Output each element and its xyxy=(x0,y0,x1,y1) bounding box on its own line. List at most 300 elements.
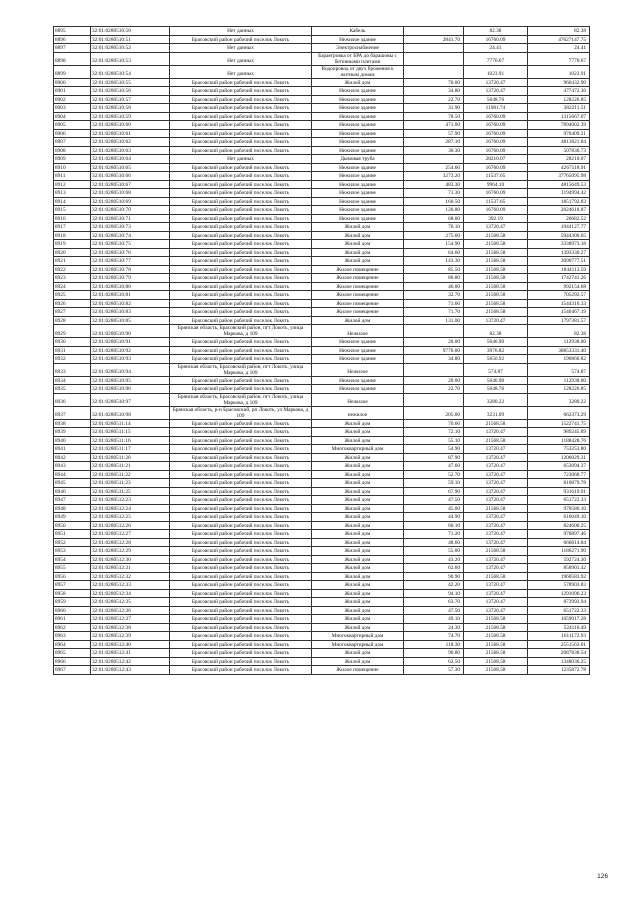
area-cell: 60.10 xyxy=(404,521,464,530)
cadastral-number-cell: 32:01:0280510:92 xyxy=(91,346,170,355)
cadastral-number-cell: 32:01:0280512:38 xyxy=(91,623,170,632)
object-type-cell: Жилой дом xyxy=(312,436,404,445)
area-cell xyxy=(404,27,464,36)
area-cell: 22.70 xyxy=(404,385,464,394)
object-type-cell: Нежилое здание xyxy=(312,163,404,172)
area-cell: 54.90 xyxy=(404,445,464,454)
row-number-cell: 8908 xyxy=(54,146,91,155)
table-row xyxy=(54,95,590,104)
cadastral-value-cell: 26682.52 xyxy=(528,214,590,223)
row-number-cell: 8942 xyxy=(54,453,91,462)
specific-value-cell: 13720.47 xyxy=(464,538,528,547)
cadastral-number-cell: 32:01:0280510:55 xyxy=(91,78,170,87)
area-cell: 55.00 xyxy=(404,547,464,556)
address-cell: Брасовский район рабочий поселок Локоть xyxy=(170,138,312,147)
cadastral-number-cell: 32:01:0280512:43 xyxy=(91,666,170,675)
row-number-cell: 8946 xyxy=(54,487,91,496)
specific-value-cell: 5646.90 xyxy=(464,338,528,347)
row-number-cell: 8927 xyxy=(54,308,91,317)
table-row xyxy=(54,121,590,130)
row-number-cell: 8948 xyxy=(54,504,91,513)
address-cell: Брасовский район рабочий поселок Локоть xyxy=(170,419,312,428)
area-cell: 94.10 xyxy=(404,589,464,598)
cadastral-value-cell: 38853331.40 xyxy=(528,346,590,355)
cadastral-value-cell: 960432.90 xyxy=(528,78,590,87)
table-row xyxy=(54,248,590,257)
row-number-cell: 8926 xyxy=(54,299,91,308)
address-cell: Брасовский район рабочий поселок Локоть xyxy=(170,564,312,573)
cadastral-number-cell: 32:01:0280512:37 xyxy=(91,615,170,624)
cadastral-number-cell: 32:01:0280510:67 xyxy=(91,180,170,189)
row-number-cell: 8923 xyxy=(54,274,91,283)
specific-value-cell: 21568.58 xyxy=(464,308,528,317)
address-cell: Брасовский район рабочий поселок Локоть xyxy=(170,257,312,266)
area-cell: 20.00 xyxy=(404,338,464,347)
object-type-cell: Жилой дом xyxy=(312,581,404,590)
row-number-cell: 8906 xyxy=(54,129,91,138)
object-type-cell: Нежилое здание xyxy=(312,95,404,104)
address-cell: Брасовский район рабочий поселок Локоть xyxy=(170,496,312,505)
specific-value-cell: 21568.58 xyxy=(464,615,528,624)
row-number-cell: 8914 xyxy=(54,197,91,206)
specific-value-cell: 24.41 xyxy=(464,44,528,53)
row-number-cell: 8898 xyxy=(54,52,91,65)
specific-value-cell: 13720.47 xyxy=(464,445,528,454)
specific-value-cell: 13720.47 xyxy=(464,428,528,437)
row-number-cell: 8897 xyxy=(54,44,91,53)
row-number-cell: 8940 xyxy=(54,436,91,445)
row-number-cell: 8947 xyxy=(54,496,91,505)
object-type-cell: Нежилое здание xyxy=(312,355,404,364)
specific-value-cell: 21568.58 xyxy=(464,240,528,249)
object-type-cell: Жилой дом xyxy=(312,547,404,556)
specific-value-cell: 21568.58 xyxy=(464,231,528,240)
cadastral-number-cell: 32:01:0280510:80 xyxy=(91,282,170,291)
cadastral-number-cell: 32:01:0280510:58 xyxy=(91,104,170,113)
table-row xyxy=(54,657,590,666)
specific-value-cell: 11537.65 xyxy=(464,197,528,206)
address-cell: Брасовский район рабочий поселок Локоть xyxy=(170,248,312,257)
cadastral-value-cell: 666814.84 xyxy=(528,538,590,547)
address-cell: Брасовский район рабочий поселок Локоть xyxy=(170,615,312,624)
cadastral-number-cell: 32:01:0280511:23 xyxy=(91,479,170,488)
specific-value-cell: 13720.47 xyxy=(464,87,528,96)
address-cell: Брасовский район рабочий поселок Локоть xyxy=(170,308,312,317)
cadastral-number-cell: 32:01:0280512:39 xyxy=(91,632,170,641)
table-row xyxy=(54,231,590,240)
cadastral-number-cell: 32:01:0280510:59 xyxy=(91,112,170,121)
object-type-cell: Жилой дом xyxy=(312,598,404,607)
specific-value-cell: 5648.76 xyxy=(464,95,528,104)
row-number-cell: 8954 xyxy=(54,555,91,564)
row-number-cell: 8939 xyxy=(54,428,91,437)
area-cell xyxy=(404,393,464,406)
row-number-cell: 8920 xyxy=(54,248,91,257)
row-number-cell: 8956 xyxy=(54,572,91,581)
cadastral-number-cell: 32:01:0280512:27 xyxy=(91,530,170,539)
table-row xyxy=(54,428,590,437)
specific-value-cell: 82.38 xyxy=(464,27,528,36)
object-type-cell: Жилое помещение xyxy=(312,291,404,300)
table-row xyxy=(54,180,590,189)
row-number-cell: 8915 xyxy=(54,206,91,215)
object-type-cell: Нежилое здание xyxy=(312,197,404,206)
cadastral-number-cell: 32:01:0280510:50 xyxy=(91,27,170,36)
table-row xyxy=(54,462,590,471)
table-row xyxy=(54,112,590,121)
area-cell: 47.50 xyxy=(404,606,464,615)
object-type-cell: Жилой дом xyxy=(312,504,404,513)
row-number-cell: 8901 xyxy=(54,87,91,96)
row-number-cell: 8945 xyxy=(54,479,91,488)
area-cell: 71.30 xyxy=(404,189,464,198)
cadastral-value-cell: 2551563.01 xyxy=(528,640,590,649)
address-cell: Брасовский район рабочий поселок Локоть xyxy=(170,606,312,615)
row-number-cell: 8964 xyxy=(54,640,91,649)
cadastral-number-cell: 32:01:0280512:32 xyxy=(91,572,170,581)
cadastral-number-cell: 32:01:0280510:65 xyxy=(91,163,170,172)
specific-value-cell: 16760.09 xyxy=(464,129,528,138)
area-cell: 87.90 xyxy=(404,453,464,462)
object-type-cell: Водопровод от двух брожения к житным домам xyxy=(312,65,404,78)
object-type-cell: Нежилое здание xyxy=(312,189,404,198)
table-body xyxy=(54,27,590,675)
area-cell: 42.20 xyxy=(404,581,464,590)
area-cell xyxy=(404,65,464,78)
address-cell: Брасовский район рабочий поселок Локоть xyxy=(170,462,312,471)
row-number-cell: 8912 xyxy=(54,180,91,189)
table-row xyxy=(54,65,590,78)
cadastral-value-cell: 82.38 xyxy=(528,325,590,338)
specific-value-cell: 13720.47 xyxy=(464,530,528,539)
specific-value-cell: 11537.65 xyxy=(464,172,528,181)
address-cell: Брасовский район рабочий поселок Локоть xyxy=(170,180,312,189)
table-row xyxy=(54,325,590,338)
address-cell: Брасовский район рабочий поселок Локоть xyxy=(170,581,312,590)
area-cell: 483.30 xyxy=(404,180,464,189)
cadastral-value-cell: 989245.89 xyxy=(528,428,590,437)
area-cell: 76.10 xyxy=(404,223,464,232)
cadastral-value-cell: 1206029.31 xyxy=(528,453,590,462)
cadastral-number-cell: 32:01:0280512:30 xyxy=(91,555,170,564)
object-type-cell: Жилой дом xyxy=(312,496,404,505)
specific-value-cell: 392.19 xyxy=(464,214,528,223)
cadastral-number-cell: 32:01:0280510:77 xyxy=(91,257,170,266)
address-cell: Брасовский район рабочий поселок Локоть xyxy=(170,598,312,607)
cadastral-value-cell: 4811821.84 xyxy=(528,138,590,147)
object-type-cell: Жилой дом xyxy=(312,564,404,573)
table-row xyxy=(54,598,590,607)
row-number-cell: 8907 xyxy=(54,138,91,147)
area-cell: 9770.00 xyxy=(404,346,464,355)
cadastral-value-cell: 992154.68 xyxy=(528,282,590,291)
area-cell: 74.70 xyxy=(404,632,464,641)
cadastral-value-cell: 1059017.28 xyxy=(528,615,590,624)
cadastral-value-cell: 931619.91 xyxy=(528,487,590,496)
cadastral-number-cell: 32:01:0280512:35 xyxy=(91,598,170,607)
address-cell: Брасовский район рабочий поселок Локоть xyxy=(170,112,312,121)
specific-value-cell: 21568.58 xyxy=(464,274,528,283)
object-type-cell: Нежилое здание xyxy=(312,206,404,215)
specific-value-cell: 21568.58 xyxy=(464,265,528,274)
cadastral-value-cell: 592724.30 xyxy=(528,555,590,564)
address-cell: Брасовский район рабочий поселок Локоть xyxy=(170,428,312,437)
specific-value-cell: 21568.58 xyxy=(464,572,528,581)
specific-value-cell: 13720.47 xyxy=(464,470,528,479)
document-page xyxy=(53,26,589,675)
cadastral-number-cell: 32:01:0280512:36 xyxy=(91,606,170,615)
table-row xyxy=(54,240,590,249)
area-cell: 22.70 xyxy=(404,95,464,104)
cadastral-value-cell: 477472.36 xyxy=(528,87,590,96)
object-type-cell: Нежилое здание xyxy=(312,172,404,181)
address-cell: Брасовский район рабочий поселок Локоть xyxy=(170,453,312,462)
cadastral-number-cell: 32:01:0280512:42 xyxy=(91,657,170,666)
table-row xyxy=(54,453,590,462)
row-number-cell: 8902 xyxy=(54,95,91,104)
table-row xyxy=(54,189,590,198)
cadastral-number-cell: 32:01:0280512:28 xyxy=(91,538,170,547)
cadastral-value-cell: 112938.00 xyxy=(528,376,590,385)
row-number-cell: 8896 xyxy=(54,35,91,44)
object-type-cell: Нежилое здание xyxy=(312,338,404,347)
cadastral-number-cell: 32:01:0280511:25 xyxy=(91,487,170,496)
table-row xyxy=(54,572,590,581)
cadastral-value-cell: 1522741.75 xyxy=(528,419,590,428)
cadastral-value-cell: 976897.46 xyxy=(528,530,590,539)
table-row xyxy=(54,163,590,172)
area-cell: 47.50 xyxy=(404,496,464,505)
address-cell: Брянская область, Брасовский район, пгт Локоть, улица Маркова, д 109 xyxy=(170,363,312,376)
page-number: 126 xyxy=(597,873,608,880)
table-row xyxy=(54,538,590,547)
cadastral-number-cell: 32:01:0280510:96 xyxy=(91,385,170,394)
table-row xyxy=(54,291,590,300)
object-type-cell: Жилой дом xyxy=(312,257,404,266)
row-number-cell: 8905 xyxy=(54,121,91,130)
area-cell: 90.90 xyxy=(404,572,464,581)
cadastral-value-cell: 47627147.75 xyxy=(528,35,590,44)
address-cell: Брасовский район рабочий поселок Локоть xyxy=(170,521,312,530)
row-number-cell: 8910 xyxy=(54,163,91,172)
object-type-cell: Нежилое здание xyxy=(312,376,404,385)
object-type-cell: Нежилое xyxy=(312,325,404,338)
cadastral-value-cell: 873993.94 xyxy=(528,598,590,607)
object-type-cell: нежилое xyxy=(312,406,404,419)
address-cell: Брасовский район рабочий поселок Локоть xyxy=(170,265,312,274)
area-cell xyxy=(404,325,464,338)
area-cell xyxy=(404,52,464,65)
address-cell: Брянская область, Брасовский район, пгт Локоть, улица Маркова, д 109 xyxy=(170,325,312,338)
address-cell: Брасовский район рабочий поселок Локоть xyxy=(170,666,312,675)
area-cell: 30.30 xyxy=(404,146,464,155)
area-cell: 55.10 xyxy=(404,436,464,445)
table-row xyxy=(54,52,590,65)
area-cell: 3273.20 xyxy=(404,172,464,181)
area-cell: 78.50 xyxy=(404,112,464,121)
row-number-cell: 8924 xyxy=(54,282,91,291)
table-row xyxy=(54,257,590,266)
table-row xyxy=(54,487,590,496)
row-number-cell: 8937 xyxy=(54,406,91,419)
object-type-cell: Жилой дом xyxy=(312,615,404,624)
specific-value-cell: 21568.58 xyxy=(464,419,528,428)
cadastral-number-cell: 32:01:0280510:71 xyxy=(91,214,170,223)
cadastral-value-cell: 651722.33 xyxy=(528,496,590,505)
area-cell: 71.70 xyxy=(404,308,464,317)
row-number-cell: 8950 xyxy=(54,521,91,530)
row-number-cell: 8921 xyxy=(54,257,91,266)
area-cell: 154.90 xyxy=(404,240,464,249)
specific-value-cell: 16760.09 xyxy=(464,189,528,198)
cadastral-value-cell: 128226.85 xyxy=(528,385,590,394)
cadastral-number-cell: 32:01:0280510:83 xyxy=(91,308,170,317)
cadastral-number-cell: 32:01:0280510:70 xyxy=(91,206,170,215)
cadastral-value-cell: 2087838.54 xyxy=(528,649,590,658)
table-row xyxy=(54,479,590,488)
cadastral-value-cell: 1023.91 xyxy=(528,65,590,78)
table-row xyxy=(54,265,590,274)
cadastral-number-cell: 32:01:0280510:66 xyxy=(91,172,170,181)
table-row xyxy=(54,513,590,522)
object-type-cell: Нежилое здание xyxy=(312,35,404,44)
specific-value-cell: 13720.47 xyxy=(464,521,528,530)
area-cell: 64.60 xyxy=(404,248,464,257)
cadastral-value-cell: 653094.37 xyxy=(528,462,590,471)
object-type-cell: Жилой дом xyxy=(312,316,404,325)
address-cell: Брасовский район рабочий поселок Локоть xyxy=(170,479,312,488)
area-cell: 62.50 xyxy=(404,657,464,666)
row-number-cell: 8949 xyxy=(54,513,91,522)
cadastral-number-cell: 32:01:0280510:64 xyxy=(91,155,170,164)
address-cell: Брасовский район рабочий поселок Локоть xyxy=(170,376,312,385)
specific-value-cell: 13720.47 xyxy=(464,496,528,505)
specific-value-cell: 13720.47 xyxy=(464,589,528,598)
area-cell: 131.00 xyxy=(404,316,464,325)
object-type-cell: Жилое помещение xyxy=(312,299,404,308)
address-cell: Брасовский район рабочий поселок Локоть xyxy=(170,640,312,649)
table-row xyxy=(54,649,590,658)
cadastral-number-cell: 32:01:0280512:23 xyxy=(91,496,170,505)
object-type-cell: Жилой дом xyxy=(312,538,404,547)
object-type-cell: Жилой дом xyxy=(312,462,404,471)
row-number-cell: 8951 xyxy=(54,530,91,539)
table-row xyxy=(54,27,590,36)
object-type-cell: Многоквартирный дом xyxy=(312,640,404,649)
row-number-cell: 8955 xyxy=(54,564,91,573)
row-number-cell: 8932 xyxy=(54,355,91,364)
cadastral-value-cell: 1797381.57 xyxy=(528,316,590,325)
cadastral-number-cell: 32:01:0280510:85 xyxy=(91,316,170,325)
specific-value-cell: 21568.58 xyxy=(464,547,528,556)
row-number-cell: 8929 xyxy=(54,325,91,338)
table-row xyxy=(54,299,590,308)
row-number-cell: 8904 xyxy=(54,112,91,121)
cadastral-number-cell: 32:01:0280512:33 xyxy=(91,581,170,590)
table-row xyxy=(54,376,590,385)
object-type-cell: Жилой дом xyxy=(312,521,404,530)
object-type-cell: Жилой дом xyxy=(312,657,404,666)
address-cell: Брасовский район рабочий поселок Локоть xyxy=(170,436,312,445)
specific-value-cell: 13720.47 xyxy=(464,479,528,488)
table-row xyxy=(54,419,590,428)
cadastral-number-cell: 32:01:0280511:17 xyxy=(91,445,170,454)
cadastral-number-cell: 32:01:0280512:40 xyxy=(91,640,170,649)
address-cell: Брасовский район рабочий поселок Локоть xyxy=(170,214,312,223)
specific-value-cell: 13720.47 xyxy=(464,78,528,87)
table-row xyxy=(54,521,590,530)
area-cell: 275.60 xyxy=(404,231,464,240)
area-cell: 63.70 xyxy=(404,598,464,607)
row-number-cell: 8959 xyxy=(54,598,91,607)
cadastral-value-cell: 37765095.98 xyxy=(528,172,590,181)
specific-value-cell: 3976.82 xyxy=(464,346,528,355)
specific-value-cell: 21568.58 xyxy=(464,666,528,675)
address-cell: Брасовский район рабочий поселок Локоть xyxy=(170,189,312,198)
cadastral-number-cell: 32:01:0280510:62 xyxy=(91,138,170,147)
cadastral-number-cell: 32:01:0280512:26 xyxy=(91,521,170,530)
cadastral-number-cell: 32:01:0280510:63 xyxy=(91,146,170,155)
address-cell: Брасовский район рабочий поселок Локоть xyxy=(170,538,312,547)
table-row xyxy=(54,206,590,215)
area-cell: 471.00 xyxy=(404,121,464,130)
object-type-cell: Жилой дом xyxy=(312,453,404,462)
table-row xyxy=(54,385,590,394)
row-number-cell: 8895 xyxy=(54,27,91,36)
specific-value-cell: 16760.09 xyxy=(464,206,528,215)
area-cell: 57.30 xyxy=(404,666,464,675)
table-row xyxy=(54,581,590,590)
cadastral-value-cell: 723068.77 xyxy=(528,470,590,479)
address-cell: Брасовский район рабочий поселок Локоть xyxy=(170,555,312,564)
specific-value-cell: 13720.47 xyxy=(464,316,528,325)
specific-value-cell: 5648.76 xyxy=(464,385,528,394)
cadastral-number-cell: 32:01:0280510:90 xyxy=(91,325,170,338)
cadastral-number-cell: 32:01:0280510:57 xyxy=(91,95,170,104)
table-row xyxy=(54,589,590,598)
address-cell: Брасовский район рабочий поселок Локоть xyxy=(170,632,312,641)
specific-value-cell: 21568.58 xyxy=(464,504,528,513)
cadastral-number-cell: 32:01:0280512:29 xyxy=(91,547,170,556)
area-cell xyxy=(404,363,464,376)
object-type-cell: Жилой дом xyxy=(312,572,404,581)
table-row xyxy=(54,146,590,155)
row-number-cell: 8943 xyxy=(54,462,91,471)
row-number-cell: 8941 xyxy=(54,445,91,454)
cadastral-number-cell: 32:01:0280510:91 xyxy=(91,338,170,347)
area-cell: 70.60 xyxy=(404,419,464,428)
area-cell: 85.50 xyxy=(404,265,464,274)
row-number-cell: 8962 xyxy=(54,623,91,632)
address-cell: Брасовский район рабочий поселок Локоть xyxy=(170,129,312,138)
cadastral-number-cell: 32:01:0280511:22 xyxy=(91,470,170,479)
address-cell: Нет данных xyxy=(170,65,312,78)
specific-value-cell: 9964.10 xyxy=(464,180,528,189)
area-cell: 34.80 xyxy=(404,355,464,364)
cadastral-value-cell: 7894002.39 xyxy=(528,121,590,130)
row-number-cell: 8952 xyxy=(54,538,91,547)
area-cell: 48.60 xyxy=(404,538,464,547)
table-row xyxy=(54,338,590,347)
specific-value-cell: 3231.09 xyxy=(464,406,528,419)
object-type-cell: Жилой дом xyxy=(312,479,404,488)
object-type-cell: Жилой дом xyxy=(312,530,404,539)
specific-value-cell: 21568.58 xyxy=(464,299,528,308)
object-type-cell: Жилой дом xyxy=(312,470,404,479)
cadastral-value-cell: 28210.07 xyxy=(528,155,590,164)
cadastral-number-cell: 32:01:0280510:95 xyxy=(91,376,170,385)
specific-value-cell: 13720.47 xyxy=(464,598,528,607)
